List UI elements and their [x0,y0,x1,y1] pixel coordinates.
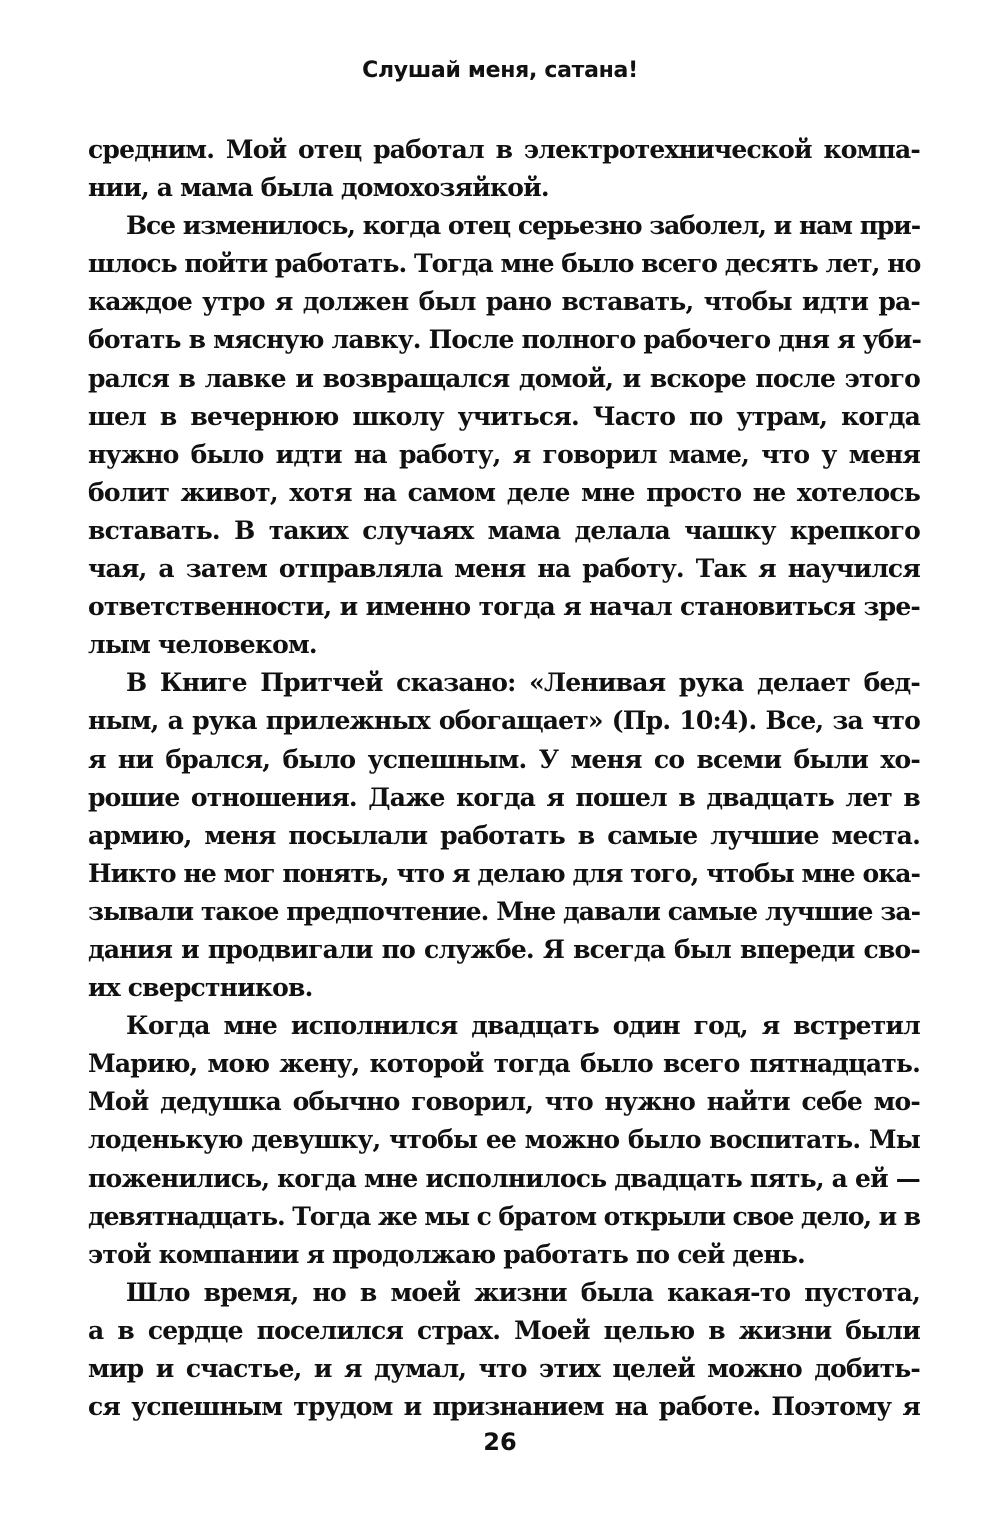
text-line: Мой дедушка обычно говорил, что нужно найти себе мо- [88,1087,920,1117]
text-line: каждое утро я должен был рано вставать, чтобы идти ра- [88,287,920,317]
text-line: армию, меня посылали работать в самые лучшие места. [88,820,920,850]
text-line: этой компании я продолжаю работать по сей день. [88,1239,805,1269]
text-line: дания и продвигали по службе. Я всегда был впереди сво- [88,934,920,964]
text-line: болит живот, хотя на самом деле мне просто не хотелось [88,477,920,507]
text-line: ся успешным трудом и признанием на работе. Поэтому я [88,1392,920,1422]
text-line: Когда мне исполнился двадцать один год, я встретил [126,1011,920,1041]
text-line: рошие отношения. Даже когда я пошел в двадцать лет в [88,782,920,812]
text-line: лоденькую девушку, чтобы ее можно было воспитать. Мы [88,1125,920,1155]
text-line: средним. Мой отец работал в электротехнической компа- [88,135,920,164]
paragraph [88,131,920,207]
text-line: шлось пойти работать. Тогда мне было всего десять лет, но [88,249,921,279]
text-line: Никто не мог понять, что я делаю для того, чтобы мне ока- [88,858,920,888]
text-line: ботать в мясную лавку. После полного рабочего дня я уби- [88,325,922,355]
text-line: ным, а рука прилежных обогащает» (Пр. 10:4). Все, за что [88,706,920,736]
text-line: нии, а мама была домохозяйкой. [88,173,549,203]
text-line: лым человеком. [88,630,317,660]
text-line: Все изменилось, когда отец серьезно заболел, и нам при- [126,211,920,241]
text-line: ответственности, и именно тогда я начал становиться зре- [88,592,920,622]
text-line: я ни брался, было успешным. У меня со всеми были хо- [88,744,920,774]
paragraph [88,207,920,664]
text-line: В Книге Притчей сказано: «Ленивая рука делает бед- [126,668,920,698]
text-line: шел в вечернюю школу учиться. Часто по утрам, когда [88,401,920,431]
text-line: мир и счастье, и я думал, что этих целей можно добить- [88,1354,920,1383]
text-line: девятнадцать. Тогда же мы с братом открыли свое дело, и в [88,1201,920,1231]
text-line: их сверстников. [88,973,313,1003]
text-line: рался в лавке и возвращался домой, и вскоре после этого [88,363,920,393]
text-line: Марию, мою жену, которой тогда было всего пятнадцать. [88,1049,920,1079]
text-line: зывали такое предпочтение. Мне давали самые лучшие за- [88,896,920,926]
text-line: Шло время, но в моей жизни была какая-то пустота, [126,1277,920,1307]
text-line: а в сердце поселился страх. Моей целью в жизни были [88,1315,920,1345]
page-number: 26 [483,1428,517,1456]
text-line: чая, а затем отправляла меня на работу. Так я научился [88,554,920,584]
text-line: вставать. В таких случаях мама делала чашку крепкого [88,515,920,545]
paragraph [88,664,920,1007]
running-head-title: Слушай меня, сатана! [362,58,638,83]
text-line: поженились, когда мне исполнилось двадцать пять, а ей — [88,1163,920,1193]
paragraph [88,1007,920,1274]
text-line: нужно было идти на работу, я говорил маме, что у меня [88,439,920,469]
paragraph [88,1274,920,1426]
page-body [88,131,920,1426]
